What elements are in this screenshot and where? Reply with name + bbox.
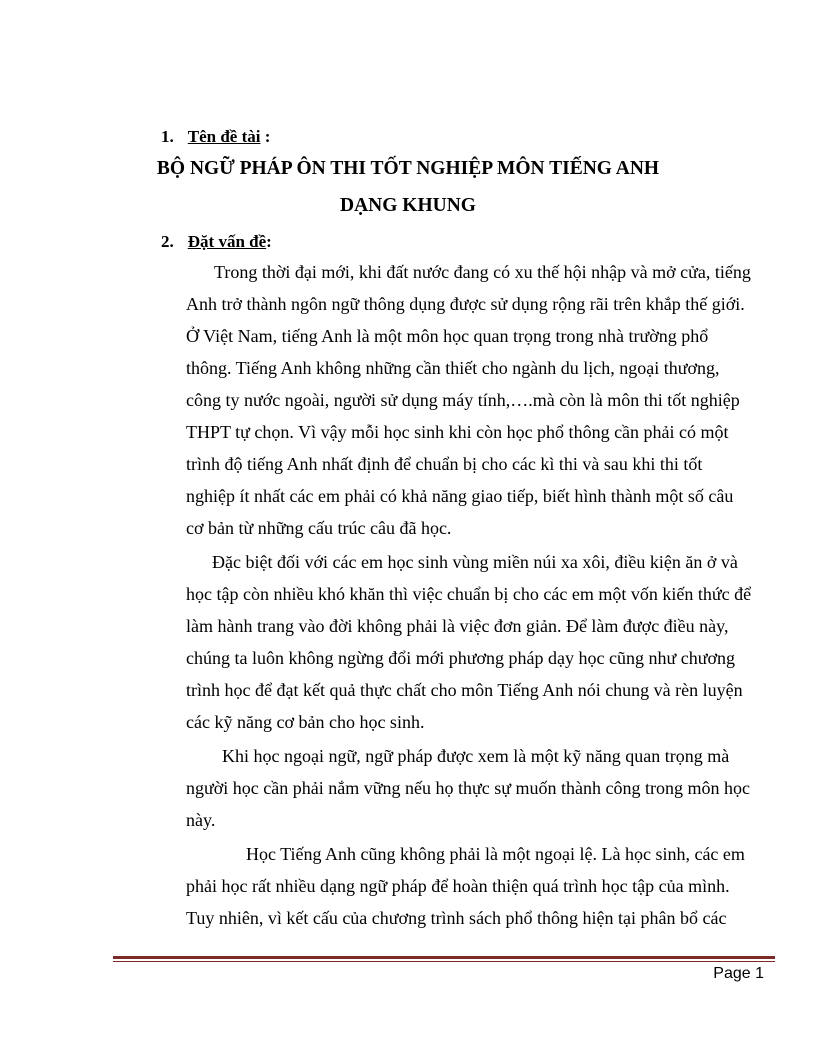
section-1-colon: : — [260, 127, 271, 146]
text-line: Đặc biệt đối với các em học sinh vùng miền núi xa xôi, điều kiện ăn ở và — [212, 552, 738, 572]
section-2-heading — [161, 232, 272, 252]
text-line: chúng ta luôn không ngừng đổi mới phương pháp dạy học cũng như chương — [186, 648, 736, 668]
text-line: Học Tiếng Anh cũng không phải là một ngoại lệ. Là học sinh, các em — [246, 844, 745, 864]
text-line: thông. Tiếng Anh không những cần thiết cho ngành du lịch, ngoại thương, — [186, 358, 720, 378]
text-line: trình độ tiếng Anh nhất định để chuẩn bị cho các kì thi và sau khi thi tốt — [186, 454, 703, 474]
text-line: học tập còn nhiều khó khăn thì việc chuẩn bị cho các em một vốn kiến thức để — [186, 584, 752, 604]
section-2-title: Đặt vấn đề — [187, 232, 267, 251]
footer-divider-thick — [113, 956, 775, 959]
text-line: làm hành trang vào đời không phải là việc đơn giản. Để làm được điều này, — [186, 616, 729, 636]
footer-divider-thin — [113, 961, 775, 962]
text-line: THPT tự chọn. Vì vậy mỗi học sinh khi còn học phổ thông cần phải có một — [186, 422, 729, 442]
text-line: Anh trở thành ngôn ngữ thông dụng được sử dụng rộng rãi trên khắp thế giới. — [186, 294, 745, 314]
section-1-heading — [161, 127, 270, 147]
text-line: này. — [186, 810, 216, 830]
section-2-colon: : — [266, 232, 272, 251]
text-line: Ở Việt Nam, tiếng Anh là một môn học quan trọng trong nhà trường phổ — [186, 326, 709, 346]
text-line: Tuy nhiên, vì kết cấu của chương trình sách phổ thông hiện tại phân bổ các — [186, 908, 727, 928]
section-1-title: Tên đề tài — [187, 127, 261, 146]
text-line: trình học để đạt kết quả thực chất cho môn Tiếng Anh nói chung và rèn luyện — [186, 680, 743, 700]
section-2-number: 2. — [161, 232, 174, 251]
text-line: các kỹ năng cơ bản cho học sinh. — [186, 712, 425, 732]
document-title-line-1: BỘ NGỮ PHÁP ÔN THI TỐT NGHIỆP MÔN TIẾNG ANH — [156, 158, 660, 179]
document-title-line-2: DẠNG KHUNG — [340, 195, 476, 216]
text-line: nghiệp ít nhất các em phải có khả năng giao tiếp, biết hình thành một số câu — [186, 486, 734, 506]
text-line: người học cần phải nắm vững nếu họ thực sự muốn thành công trong môn học — [186, 778, 750, 798]
text-line: Trong thời đại mới, khi đất nước đang có xu thế hội nhập và mở cửa, tiếng — [214, 262, 751, 282]
page-number: Page 1 — [713, 965, 764, 982]
text-line: công ty nước ngoài, người sử dụng máy tính,….mà còn là môn thi tốt nghiệp — [186, 390, 740, 410]
text-line: cơ bản từ những cấu trúc câu đã học. — [186, 518, 452, 538]
section-1-number: 1. — [161, 127, 174, 146]
text-line: Khi học ngoại ngữ, ngữ pháp được xem là một kỹ năng quan trọng mà — [222, 746, 730, 766]
text-line: phải học rất nhiều dạng ngữ pháp để hoàn thiện quá trình học tập của mình. — [186, 876, 730, 896]
